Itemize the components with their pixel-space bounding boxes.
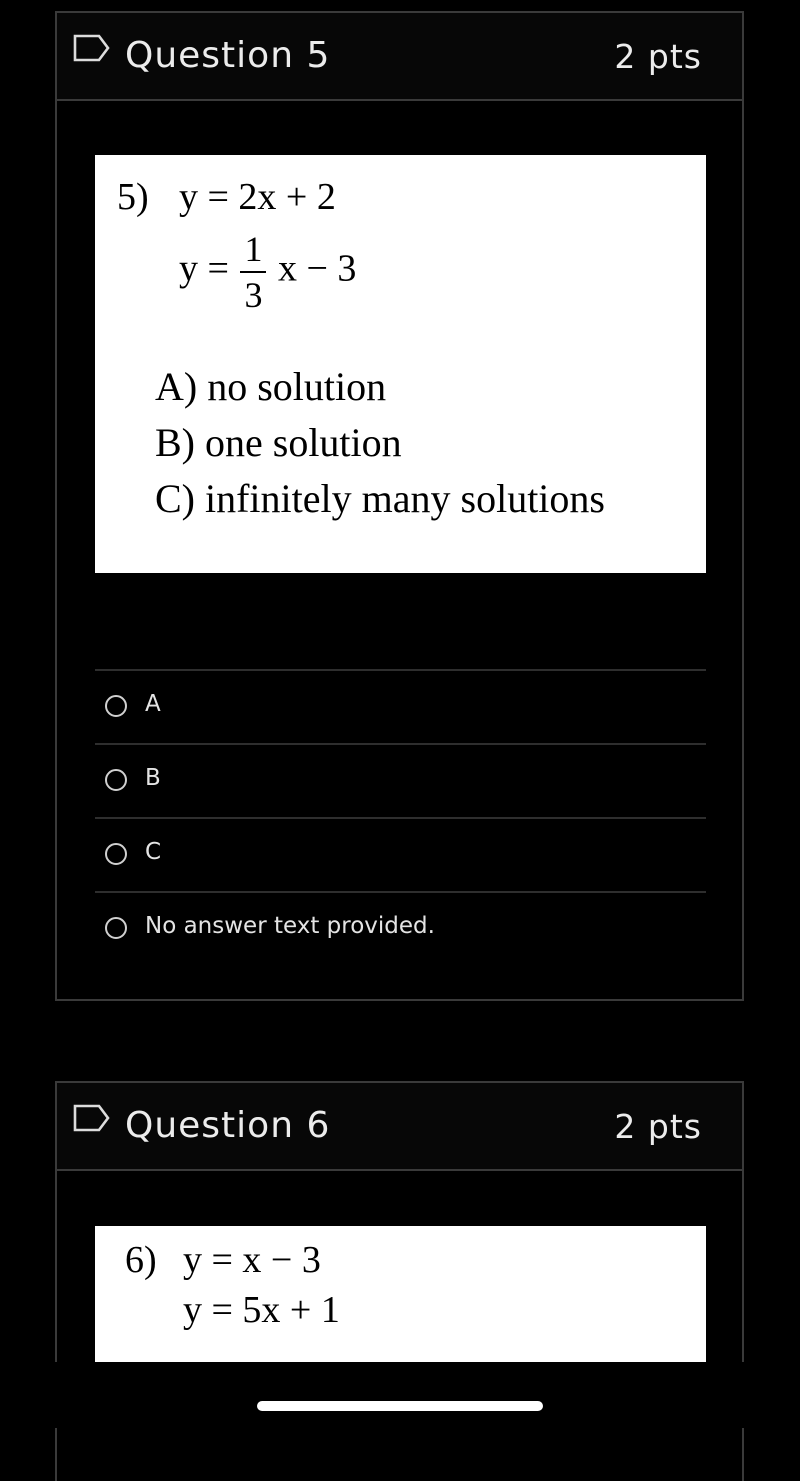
question-points: 2 pts xyxy=(614,1107,702,1146)
answer-option-a[interactable] xyxy=(95,669,706,743)
home-indicator-bar xyxy=(0,1362,800,1428)
question-points: 2 pts xyxy=(614,37,702,76)
radio-icon[interactable] xyxy=(105,917,127,939)
flag-icon[interactable] xyxy=(72,33,112,63)
answer-option-c[interactable] xyxy=(95,817,706,891)
question-title: Question 5 xyxy=(125,35,331,76)
question-header xyxy=(57,1083,742,1171)
radio-icon[interactable] xyxy=(105,695,127,717)
image-option-a: A) no solution xyxy=(155,364,387,409)
equation-2: y = $\frac{1}{3}$ x − 3 xyxy=(179,229,357,315)
fraction: $\frac{1}{3}$ xyxy=(240,231,266,313)
home-indicator[interactable] xyxy=(257,1401,543,1411)
problem-number: 6) xyxy=(125,1239,157,1281)
answer-list xyxy=(95,669,706,965)
answer-label: B xyxy=(145,765,161,791)
problem-number: 5) xyxy=(117,176,149,218)
equation-2: y = 5x + 1 xyxy=(183,1289,340,1331)
equation-1: y = 2x + 2 xyxy=(179,176,336,218)
question-image xyxy=(95,155,706,573)
equation-1: y = x − 3 xyxy=(183,1239,321,1281)
answer-option-b[interactable] xyxy=(95,743,706,817)
answer-label: C xyxy=(145,839,162,865)
question-card-5 xyxy=(55,11,744,1001)
flag-icon[interactable] xyxy=(72,1103,112,1133)
answer-label: No answer text provided. xyxy=(145,913,435,939)
question-image xyxy=(95,1226,706,1362)
image-option-b: B) one solution xyxy=(155,420,402,465)
answer-option-none[interactable] xyxy=(95,891,706,965)
answer-label: A xyxy=(145,691,161,717)
image-option-c: C) infinitely many solutions xyxy=(155,476,605,521)
question-header xyxy=(57,13,742,101)
question-title: Question 6 xyxy=(125,1105,331,1146)
radio-icon[interactable] xyxy=(105,843,127,865)
radio-icon[interactable] xyxy=(105,769,127,791)
